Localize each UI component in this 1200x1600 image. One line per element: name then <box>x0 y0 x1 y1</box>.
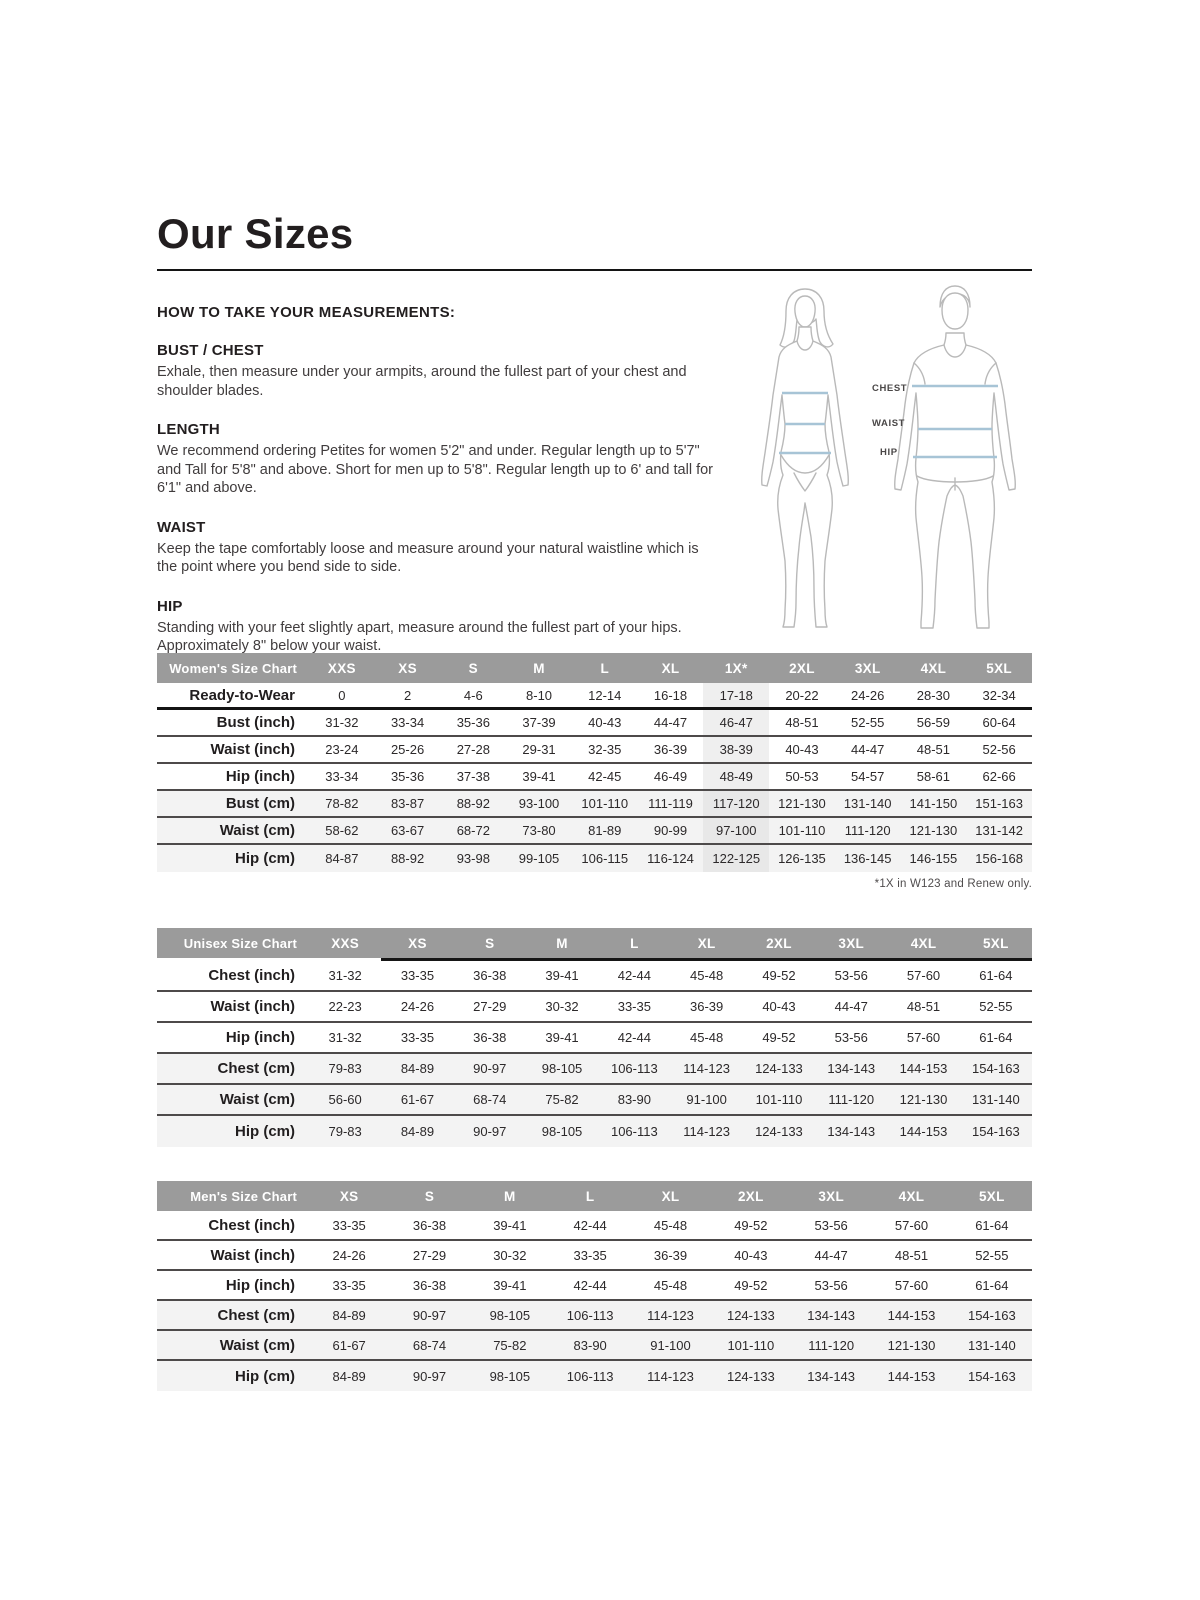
size-cell: 36-39 <box>690 999 724 1014</box>
size-cell: 121-130 <box>887 1337 936 1353</box>
table-row <box>157 1211 1032 1241</box>
size-cell: 144-153 <box>899 1124 948 1139</box>
size-cell: 114-123 <box>683 1124 731 1139</box>
size-cell: 45-48 <box>690 968 724 983</box>
size-chart-header-row <box>157 928 1032 958</box>
size-cell: 33-34 <box>325 769 359 784</box>
size-cell: 38-39 <box>703 737 769 762</box>
size-cell: 48-51 <box>785 715 819 730</box>
mens-size-chart <box>157 1181 1032 1391</box>
table-row <box>157 961 1032 992</box>
size-cell: 39-41 <box>493 1217 527 1233</box>
chest-line-label: CHEST <box>872 383 908 394</box>
size-cell: 62-66 <box>982 769 1016 784</box>
size-cell: 111-120 <box>808 1337 855 1353</box>
row-label: Hip (inch) <box>225 1029 295 1046</box>
page-title: Our Sizes <box>157 210 354 257</box>
size-cell: 49-52 <box>762 1030 796 1045</box>
womens-size-chart <box>157 653 1032 872</box>
size-cell: 53-56 <box>834 1030 868 1045</box>
size-cell: 54-57 <box>851 769 885 784</box>
size-cell: 29-31 <box>522 742 556 757</box>
row-label: Chest (inch) <box>208 1216 295 1234</box>
size-header-cell: XS <box>398 660 417 676</box>
section-waist <box>157 519 719 577</box>
size-cell: 31-32 <box>325 715 359 730</box>
table-row <box>157 1361 1032 1391</box>
table-row <box>157 791 1032 818</box>
size-cell: 61-64 <box>975 1277 1009 1293</box>
row-label: Hip (cm) <box>235 1123 295 1140</box>
size-cell: 36-38 <box>473 1030 507 1045</box>
table-row <box>157 1271 1032 1301</box>
size-cell: 84-87 <box>325 851 359 866</box>
table-row <box>157 992 1032 1023</box>
woman-figure-illustration <box>762 289 849 627</box>
size-cell: 121-130 <box>778 796 826 811</box>
size-cell: 131-140 <box>843 796 892 811</box>
size-chart-title: Unisex Size Chart <box>183 935 297 951</box>
table-row <box>157 818 1032 845</box>
row-label: Hip (inch) <box>225 768 295 785</box>
row-label: Waist (inch) <box>210 741 295 758</box>
size-cell: 154-163 <box>971 1124 1020 1139</box>
size-cell: 57-60 <box>906 968 941 983</box>
size-cell: 40-43 <box>762 999 796 1014</box>
section-hip <box>157 598 719 656</box>
size-cell: 61-64 <box>979 968 1013 983</box>
size-cell: 33-35 <box>332 1217 366 1233</box>
size-header-cell: XS <box>408 935 427 951</box>
size-cell: 156-168 <box>975 851 1023 866</box>
womens-chart-footnote: *1X in W123 and Renew only. <box>874 878 1032 890</box>
size-header-cell: S <box>468 660 478 676</box>
size-cell: 22-23 <box>328 999 362 1014</box>
size-header-cell: XXS <box>327 660 356 676</box>
size-cell: 57-60 <box>894 1217 929 1233</box>
size-cell: 37-38 <box>456 769 490 784</box>
size-cell: 39-41 <box>493 1277 527 1293</box>
size-cell: 12-14 <box>588 687 622 703</box>
row-label: Waist (inch) <box>210 1246 295 1264</box>
size-header-cell: 5XL <box>978 1188 1005 1204</box>
section-bust-chest <box>157 342 719 400</box>
size-cell: 68-74 <box>412 1337 447 1353</box>
size-cell: 126-135 <box>778 851 826 866</box>
size-cell: 106-115 <box>581 851 629 866</box>
size-cell: 49-52 <box>734 1217 768 1233</box>
row-label: Hip (inch) <box>225 1276 295 1294</box>
table-row <box>157 710 1032 737</box>
size-cell: 45-48 <box>653 1277 688 1293</box>
size-cell: 61-64 <box>979 1030 1013 1045</box>
size-cell: 48-51 <box>916 742 951 757</box>
size-cell: 63-67 <box>390 823 425 838</box>
size-cell: 33-35 <box>332 1277 366 1293</box>
size-cell: 57-60 <box>894 1277 929 1293</box>
row-label: Chest (inch) <box>208 967 295 984</box>
section-heading: LENGTH <box>157 421 220 438</box>
size-cell: 4-6 <box>463 687 483 703</box>
size-cell: 56-59 <box>916 715 951 730</box>
size-cell: 146-155 <box>909 851 958 866</box>
size-cell: 75-82 <box>493 1337 527 1353</box>
section-body: Exhale, then measure under your armpits, around the fullest part of your chest and shoulder blades. <box>157 364 687 399</box>
size-cell: 134-143 <box>807 1307 856 1323</box>
size-cell: 44-47 <box>851 742 885 757</box>
size-cell: 16-18 <box>653 687 688 703</box>
size-cell: 114-123 <box>647 1368 694 1384</box>
size-header-cell: S <box>485 935 495 951</box>
size-header-cell: S <box>424 1188 435 1204</box>
size-cell: 101-110 <box>755 1092 803 1107</box>
size-cell: 25-26 <box>390 742 425 757</box>
size-cell: 58-62 <box>325 823 359 838</box>
size-chart-title: Men's Size Chart <box>190 1188 297 1204</box>
table-row <box>157 1301 1032 1331</box>
size-header-cell: L <box>630 935 639 951</box>
size-header-cell: 2XL <box>789 660 815 676</box>
size-header-cell: XS <box>339 1188 359 1204</box>
table-row <box>157 1331 1032 1361</box>
unisex-size-chart <box>157 928 1032 1147</box>
size-cell: 32-35 <box>588 742 622 757</box>
size-cell: 36-39 <box>653 742 688 757</box>
size-cell: 91-100 <box>650 1337 691 1353</box>
size-cell: 121-130 <box>909 823 958 838</box>
table-row <box>157 683 1032 710</box>
section-heading: BUST / CHEST <box>157 342 264 359</box>
table-row <box>157 1023 1032 1054</box>
size-cell: 88-92 <box>456 796 490 811</box>
size-header-cell: 5XL <box>986 660 1012 676</box>
size-cell: 39-41 <box>522 769 556 784</box>
size-header-cell: 4XL <box>920 660 947 676</box>
size-header-cell: L <box>585 1188 595 1204</box>
size-cell: 98-105 <box>541 1061 583 1076</box>
size-cell: 124-133 <box>726 1368 775 1384</box>
size-cell: 124-133 <box>726 1307 775 1323</box>
size-cell: 48-51 <box>894 1247 929 1263</box>
size-cell: 52-55 <box>979 999 1013 1014</box>
size-cell: 93-100 <box>518 796 560 811</box>
size-cell: 131-142 <box>975 823 1023 838</box>
size-cell: 144-153 <box>899 1061 948 1076</box>
row-label: Chest (cm) <box>217 1306 295 1324</box>
table-row <box>157 1116 1032 1147</box>
size-cell: 33-35 <box>617 999 651 1014</box>
size-cell: 33-34 <box>390 715 425 730</box>
size-cell: 61-67 <box>332 1337 366 1353</box>
size-cell: 39-41 <box>545 1030 579 1045</box>
row-label: Waist (cm) <box>219 1091 295 1108</box>
size-cell: 83-90 <box>573 1337 607 1353</box>
size-cell: 24-26 <box>332 1247 366 1263</box>
size-cell: 24-26 <box>851 687 885 703</box>
size-header-cell: 2XL <box>737 1188 764 1204</box>
size-cell: 44-47 <box>653 715 688 730</box>
size-cell: 154-163 <box>967 1307 1016 1323</box>
size-cell: 60-64 <box>982 715 1016 730</box>
size-cell: 48-51 <box>906 999 941 1014</box>
size-cell: 90-97 <box>412 1307 447 1323</box>
size-cell: 84-89 <box>400 1124 435 1139</box>
size-cell: 81-89 <box>588 823 622 838</box>
size-cell: 73-80 <box>522 823 556 838</box>
size-cell: 53-56 <box>814 1277 848 1293</box>
size-cell: 50-53 <box>785 769 819 784</box>
size-cell: 49-52 <box>734 1277 768 1293</box>
size-cell: 2 <box>403 687 412 703</box>
table-row <box>157 764 1032 791</box>
size-cell: 36-38 <box>412 1217 447 1233</box>
size-cell: 20-22 <box>785 687 819 703</box>
size-header-cell: M <box>556 935 568 951</box>
size-cell: 53-56 <box>834 968 868 983</box>
row-label: Hip (cm) <box>235 1367 295 1385</box>
table-row <box>157 845 1032 872</box>
size-cell: 61-67 <box>400 1092 435 1107</box>
size-cell: 49-52 <box>762 968 796 983</box>
size-cell: 101-110 <box>727 1337 775 1353</box>
size-cell: 48-49 <box>703 764 769 789</box>
size-cell: 106-113 <box>566 1368 614 1384</box>
size-cell: 33-35 <box>400 968 435 983</box>
size-cell: 122-125 <box>703 845 769 872</box>
size-cell: 24-26 <box>400 999 435 1014</box>
size-cell: 144-153 <box>887 1368 936 1384</box>
size-cell: 23-24 <box>325 742 359 757</box>
size-header-cell: 2XL <box>766 935 792 951</box>
size-cell: 98-105 <box>489 1368 531 1384</box>
size-cell: 39-41 <box>545 968 579 983</box>
size-cell: 30-32 <box>545 999 579 1014</box>
size-cell: 42-44 <box>573 1277 607 1293</box>
size-cell: 101-110 <box>581 796 629 811</box>
size-cell: 42-45 <box>588 769 622 784</box>
size-cell: 117-120 <box>703 791 769 816</box>
size-cell: 35-36 <box>456 715 490 730</box>
size-cell: 42-44 <box>573 1217 607 1233</box>
size-cell: 101-110 <box>778 823 826 838</box>
size-cell: 106-113 <box>610 1061 658 1076</box>
size-cell: 36-38 <box>412 1277 447 1293</box>
size-cell: 40-43 <box>785 742 819 757</box>
size-cell: 33-35 <box>400 1030 435 1045</box>
size-cell: 31-32 <box>328 1030 362 1045</box>
size-cell: 30-32 <box>493 1247 527 1263</box>
figure-illustrations <box>750 283 1050 635</box>
size-cell: 44-47 <box>814 1247 848 1263</box>
size-header-cell: 5XL <box>983 935 1009 951</box>
size-cell: 106-113 <box>566 1307 614 1323</box>
size-cell: 134-143 <box>827 1124 876 1139</box>
size-cell: 124-133 <box>755 1124 803 1139</box>
size-cell: 40-43 <box>734 1247 768 1263</box>
size-cell: 134-143 <box>807 1368 856 1384</box>
size-header-cell: XL <box>661 660 680 676</box>
size-cell: 151-163 <box>975 796 1023 811</box>
size-cell: 83-87 <box>390 796 425 811</box>
table-row <box>157 1085 1032 1116</box>
title-divider <box>157 269 1032 271</box>
size-chart-header-row <box>157 1181 1032 1211</box>
size-cell: 46-47 <box>703 710 769 735</box>
size-cell: 124-133 <box>755 1061 803 1076</box>
size-cell: 97-100 <box>703 818 769 843</box>
size-cell: 79-83 <box>328 1124 362 1139</box>
size-header-cell: M <box>504 1188 516 1204</box>
size-cell: 121-130 <box>899 1092 948 1107</box>
size-header-cell: 3XL <box>818 1188 844 1204</box>
size-cell: 42-44 <box>617 1030 651 1045</box>
size-cell: 68-72 <box>456 823 490 838</box>
size-cell: 154-163 <box>967 1368 1016 1384</box>
size-cell: 90-97 <box>473 1124 507 1139</box>
size-cell: 45-48 <box>653 1217 688 1233</box>
size-cell: 90-97 <box>412 1368 447 1384</box>
section-heading: WAIST <box>157 518 206 536</box>
size-cell: 90-97 <box>473 1061 507 1076</box>
size-cell: 93-98 <box>456 851 490 866</box>
size-cell: 44-47 <box>834 999 868 1014</box>
size-cell: 28-30 <box>916 687 951 703</box>
size-cell: 75-82 <box>545 1092 579 1107</box>
size-cell: 91-100 <box>686 1092 727 1107</box>
size-cell: 0 <box>338 687 346 703</box>
row-label: Hip (cm) <box>235 850 295 867</box>
size-cell: 33-35 <box>573 1247 607 1263</box>
body-measurement-diagram <box>750 283 1050 635</box>
size-cell: 131-140 <box>971 1092 1020 1107</box>
size-cell: 114-123 <box>647 1307 694 1323</box>
table-row <box>157 737 1032 764</box>
how-to-heading: HOW TO TAKE YOUR MEASUREMENTS: <box>157 304 456 321</box>
size-header-cell: 3XL <box>838 935 865 951</box>
size-cell: 144-153 <box>887 1307 936 1323</box>
row-label: Ready-to-Wear <box>189 686 295 704</box>
size-cell: 83-90 <box>617 1092 651 1107</box>
table-row <box>157 1054 1032 1085</box>
size-header-cell: 3XL <box>854 660 881 676</box>
row-label: Waist (cm) <box>219 1336 295 1354</box>
size-cell: 114-123 <box>683 1061 731 1076</box>
size-cell: 52-55 <box>851 715 885 730</box>
size-cell: 79-83 <box>328 1061 362 1076</box>
size-cell: 31-32 <box>328 968 362 983</box>
size-cell: 90-99 <box>653 823 688 838</box>
size-cell: 36-38 <box>473 968 507 983</box>
size-cell: 84-89 <box>332 1307 366 1323</box>
size-cell: 78-82 <box>325 796 359 811</box>
row-label: Bust (cm) <box>225 795 295 812</box>
size-cell: 46-49 <box>653 769 688 784</box>
section-body: Keep the tape comfortably loose and measure around your natural waistline which is the point where you bend side to side. <box>157 540 699 575</box>
size-cell: 45-48 <box>690 1030 724 1045</box>
size-cell: 116-124 <box>647 851 694 866</box>
size-cell: 35-36 <box>390 769 425 784</box>
size-cell: 68-74 <box>473 1092 507 1107</box>
size-header-cell: XL <box>661 1188 680 1204</box>
size-cell: 98-105 <box>541 1124 583 1139</box>
size-cell: 99-105 <box>518 851 560 866</box>
size-cell: 111-120 <box>828 1092 875 1107</box>
row-label: Waist (inch) <box>210 998 295 1015</box>
size-chart-title: Women's Size Chart <box>169 660 297 676</box>
size-cell: 154-163 <box>971 1061 1020 1076</box>
table-row <box>157 1241 1032 1271</box>
size-cell: 27-29 <box>412 1247 447 1263</box>
size-cell: 40-43 <box>588 715 622 730</box>
section-length <box>157 421 719 498</box>
size-cell: 8-10 <box>526 687 553 703</box>
size-header-cell: XL <box>697 935 716 951</box>
size-cell: 36-39 <box>653 1247 688 1263</box>
size-header-cell: M <box>533 660 545 676</box>
size-cell: 61-64 <box>975 1217 1009 1233</box>
hip-line-label: HIP <box>880 447 898 458</box>
size-cell: 131-140 <box>967 1337 1016 1353</box>
section-body: Standing with your feet slightly apart, measure around the fullest part of your hips. Approximately 8" below your waist. <box>157 619 682 654</box>
size-cell: 111-120 <box>844 823 891 838</box>
size-cell: 17-18 <box>703 683 769 707</box>
size-cell: 42-44 <box>617 968 651 983</box>
size-chart-header-row <box>157 653 1032 683</box>
size-cell: 84-89 <box>400 1061 435 1076</box>
size-cell: 52-55 <box>975 1247 1009 1263</box>
size-cell: 134-143 <box>827 1061 876 1076</box>
size-cell: 58-61 <box>916 769 951 784</box>
size-cell: 37-39 <box>522 715 556 730</box>
row-label: Waist (cm) <box>219 822 295 839</box>
row-label: Chest (cm) <box>217 1060 295 1077</box>
size-header-cell: 4XL <box>910 935 937 951</box>
section-heading: HIP <box>157 597 183 615</box>
size-cell: 98-105 <box>489 1307 531 1323</box>
section-body: We recommend ordering Petites for women 5'2" and under. Regular length up to 5'7" and Tall for 5'8" and above. Short for men up to 5'8". Regular length up to 6' and tall for 6'1" and above. <box>157 443 713 496</box>
size-cell: 141-150 <box>909 796 958 811</box>
size-cell: 84-89 <box>332 1368 366 1384</box>
size-cell: 27-29 <box>473 999 507 1014</box>
size-header-cell: L <box>600 660 610 676</box>
size-header-cell: 4XL <box>898 1188 925 1204</box>
size-cell: 57-60 <box>906 1030 941 1045</box>
waist-line-label: WAIST <box>872 418 906 429</box>
size-cell: 136-145 <box>843 851 892 866</box>
size-cell: 32-34 <box>982 687 1016 703</box>
size-cell: 111-119 <box>648 796 693 811</box>
measurement-instructions <box>157 304 1032 653</box>
size-cell: 53-56 <box>814 1217 848 1233</box>
size-cell: 56-60 <box>328 1092 362 1107</box>
size-cell: 27-28 <box>456 742 490 757</box>
row-label: Bust (inch) <box>216 714 295 731</box>
size-cell: 106-113 <box>610 1124 658 1139</box>
size-cell: 88-92 <box>390 851 425 866</box>
size-header-cell: 1X* <box>724 660 748 676</box>
size-cell: 52-56 <box>982 742 1016 757</box>
size-header-cell: XXS <box>331 935 360 951</box>
